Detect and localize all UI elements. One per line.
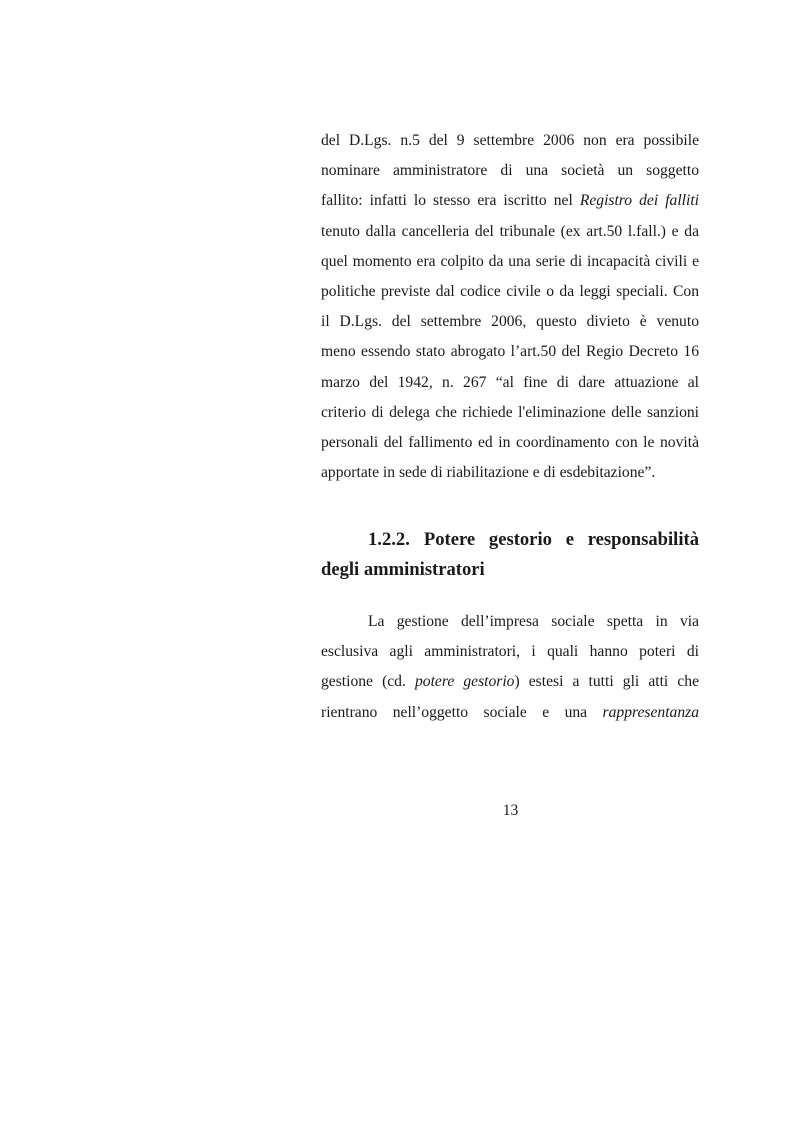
paragraph-2-line-4-text: rientrano nell’oggetto sociale e una: [321, 703, 603, 721]
section-title-part-1: Potere gestorio e responsabilità: [423, 529, 699, 550]
section-heading-line-1: [321, 525, 699, 555]
paragraph-1-line-2: nominare amministratore di una società un soggetto: [321, 162, 699, 180]
paragraph-1-line-11: personali del fallimento ed in coordinamento con le novità: [321, 433, 699, 451]
section-heading: [321, 525, 699, 585]
registro-dei-falliti-italic: Registro dei falliti: [579, 192, 699, 210]
paragraph-1-line-3: [321, 186, 699, 216]
page-number: 13: [502, 802, 519, 819]
paragraph-2-line-3: [321, 667, 699, 697]
paragraph-1-line-5: quel momento era colpito da una serie di incapacità civili e: [321, 252, 699, 270]
paragraph-1-line-3-text: fallito: infatti lo stesso era iscritto nel: [321, 192, 580, 210]
paragraph-2-line-4: [321, 698, 699, 728]
paragraph-1-line-8: meno essendo stato abrogato l’art.50 del Regio Decreto 16: [321, 343, 699, 361]
potere-gestorio-italic: potere gestorio: [414, 673, 515, 691]
paragraph-1-line-10: criterio di delega che richiede l'eliminazione delle sanzioni: [321, 403, 699, 421]
paragraph-2-line-2: esclusiva agli amministratori, i quali hanno poteri di: [321, 643, 699, 661]
rappresentanza-italic: rappresentanza: [602, 703, 699, 721]
paragraph-1-line-12: apportate in sede di riabilitazione e di esdebitazione”.: [321, 464, 656, 482]
paragraph-1-line-6: politiche previste dal codice civile o da leggi speciali. Con: [321, 282, 699, 300]
paragraph-2-line-3-text-a: gestione (cd.: [321, 673, 415, 691]
paragraph-2-line-1: La gestione dell’impresa sociale spetta in via: [368, 613, 699, 630]
paragraph-2-line-3-text-b: ) estesi a tutti gli atti che: [514, 673, 699, 691]
paragraph-2: [321, 607, 699, 728]
section-number: 1.2.2.: [368, 529, 410, 550]
section-heading-line-2: degli amministratori: [321, 559, 485, 580]
paragraph-1-line-4: tenuto dalla cancelleria del tribunale (ex art.50 l.fall.) e da: [321, 222, 699, 240]
paragraph-1-line-1: del D.Lgs. n.5 del 9 settembre 2006 non era possibile: [321, 132, 699, 149]
paragraph-1-line-7: il D.Lgs. del settembre 2006, questo divieto è venuto: [321, 313, 699, 331]
paragraph-1-line-9: marzo del 1942, n. 267 “al fine di dare attuazione al: [321, 373, 699, 391]
paragraph-1: [321, 126, 699, 488]
